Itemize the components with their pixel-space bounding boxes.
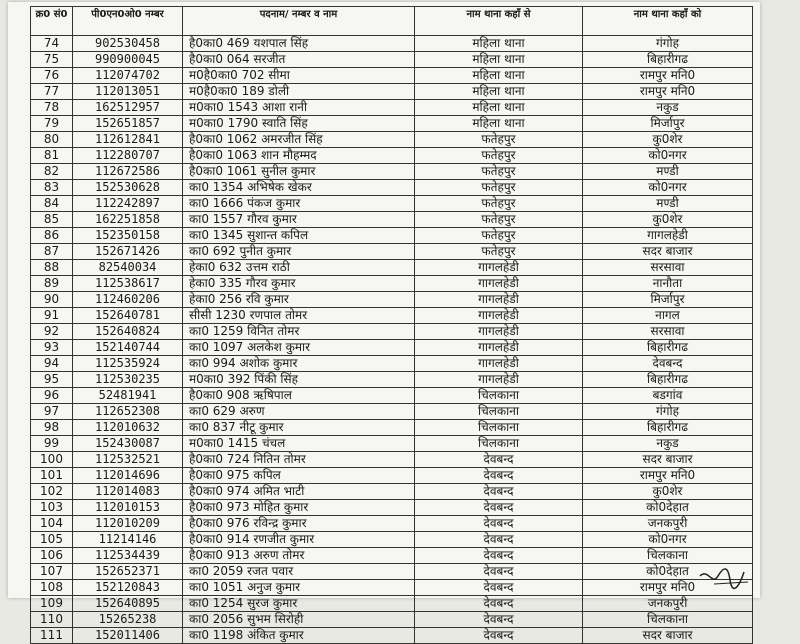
table-row [31,516,753,532]
cell-to-station: बिहारीगढ [583,372,753,388]
cell-sno: 84 [31,196,73,212]
cell-pno: 162512957 [73,100,183,116]
cell-name: का0 1198 अंकित कुमार [183,628,415,644]
cell-sno: 104 [31,516,73,532]
cell-name: म0का0 1543 आशा रानी [183,100,415,116]
table-row [31,628,753,644]
cell-to-station: मिर्जापुर [583,116,753,132]
cell-pno: 112652308 [73,404,183,420]
cell-to-station: जनकपुरी [583,596,753,612]
cell-to-station: नानौता [583,276,753,292]
cell-name: का0 629 अरुण [183,404,415,420]
cell-from-station: देवबन्द [415,612,583,628]
table-row [31,596,753,612]
cell-from-station: गागलहेडी [415,292,583,308]
table-row [31,132,753,148]
cell-name: हेका0 632 उत्तम राठी [183,260,415,276]
table-body [31,36,753,644]
cell-name: है0का0 973 मोहित कुमार [183,500,415,516]
cell-pno: 112612841 [73,132,183,148]
table-row [31,260,753,276]
cell-from-station: गागलहेडी [415,276,583,292]
cell-to-station: सरसावा [583,260,753,276]
cell-sno: 88 [31,260,73,276]
cell-sno: 89 [31,276,73,292]
table-row [31,308,753,324]
cell-to-station: को0नगर [583,532,753,548]
table-row [31,36,753,52]
cell-to-station: रामपुर मनि0 [583,68,753,84]
cell-to-station: सरसावा [583,324,753,340]
cell-pno: 112010153 [73,500,183,516]
cell-from-station: महिला थाना [415,68,583,84]
cell-from-station: गागलहेडी [415,372,583,388]
cell-to-station: देवबन्द [583,356,753,372]
cell-sno: 108 [31,580,73,596]
table-row [31,612,753,628]
cell-from-station: महिला थाना [415,84,583,100]
cell-name: है0का0 469 यशपाल सिंह [183,36,415,52]
table-row [31,100,753,116]
cell-pno: 152640781 [73,308,183,324]
cell-to-station: मण्डी [583,164,753,180]
cell-name: म0का0 392 पिंकी सिंह [183,372,415,388]
cell-name: म0है0का0 702 सीमा [183,68,415,84]
table-row [31,148,753,164]
cell-to-station: चिलकाना [583,548,753,564]
cell-name: म0का0 1415 चंचल [183,436,415,452]
cell-to-station: बडगांव [583,388,753,404]
cell-name: का0 1354 अभिषेक खेकर [183,180,415,196]
table-row [31,276,753,292]
table-row [31,388,753,404]
cell-sno: 85 [31,212,73,228]
cell-sno: 79 [31,116,73,132]
cell-name: है0का0 976 रविन्द्र कुमार [183,516,415,532]
cell-to-station: कु0शेर [583,484,753,500]
cell-name: है0का0 1063 शान मौहम्मद [183,148,415,164]
cell-name: है0का0 913 अरुण तोमर [183,548,415,564]
cell-pno: 152640895 [73,596,183,612]
table-row [31,580,753,596]
cell-sno: 76 [31,68,73,84]
table-row [31,180,753,196]
table-row [31,420,753,436]
cell-to-station: गंगोह [583,404,753,420]
cell-from-station: फतेहपुर [415,148,583,164]
header-to: नाम थाना कहाँ को [583,7,753,36]
cell-sno: 82 [31,164,73,180]
cell-from-station: फतेहपुर [415,164,583,180]
cell-sno: 106 [31,548,73,564]
header-pno: पी0एन0ओ0 नम्बर [73,7,183,36]
cell-pno: 112013051 [73,84,183,100]
table-row [31,436,753,452]
cell-from-station: देवबन्द [415,468,583,484]
cell-from-station: गागलहेडी [415,340,583,356]
cell-sno: 90 [31,292,73,308]
cell-to-station: बिहारीगढ [583,420,753,436]
cell-to-station: चिलकाना [583,612,753,628]
cell-name: है0का0 1061 सुनील कुमार [183,164,415,180]
cell-pno: 112538617 [73,276,183,292]
cell-pno: 15265238 [73,612,183,628]
cell-from-station: फतेहपुर [415,132,583,148]
cell-sno: 80 [31,132,73,148]
cell-name: का0 994 अशोक कुमार [183,356,415,372]
header-sno: क्र0 सं0 [31,7,73,36]
cell-sno: 101 [31,468,73,484]
header-from: नाम थाना कहाँ से [415,7,583,36]
cell-sno: 98 [31,420,73,436]
cell-name: हेका0 256 रवि कुमार [183,292,415,308]
cell-pno: 112535924 [73,356,183,372]
cell-sno: 87 [31,244,73,260]
cell-from-station: देवबन्द [415,596,583,612]
table-row [31,532,753,548]
cell-name: का0 2056 सुभम सिरोही [183,612,415,628]
cell-from-station: गागलहेडी [415,308,583,324]
cell-name: है0का0 1062 अमरजीत सिंह [183,132,415,148]
cell-to-station: को0देहात [583,564,753,580]
cell-name: है0का0 724 नितिन तोमर [183,452,415,468]
table-row [31,164,753,180]
table-row [31,564,753,580]
cell-name: का0 1557 गौरव कुमार [183,212,415,228]
cell-sno: 74 [31,36,73,52]
cell-sno: 93 [31,340,73,356]
cell-pno: 112460206 [73,292,183,308]
cell-pno: 82540034 [73,260,183,276]
cell-sno: 105 [31,532,73,548]
cell-sno: 95 [31,372,73,388]
cell-to-station: नकुड [583,100,753,116]
cell-from-station: गागलहेडी [415,324,583,340]
table-row [31,84,753,100]
document-page [8,2,760,642]
table-row [31,52,753,68]
cell-from-station: देवबन्द [415,484,583,500]
cell-name: है0का0 064 सरजीत [183,52,415,68]
cell-from-station: देवबन्द [415,564,583,580]
table-row [31,468,753,484]
cell-sno: 83 [31,180,73,196]
table-row [31,404,753,420]
cell-to-station: गंगोह [583,36,753,52]
header-name: पदनाम/ नम्बर व नाम [183,7,415,36]
cell-pno: 112280707 [73,148,183,164]
cell-pno: 902530458 [73,36,183,52]
table-row [31,548,753,564]
cell-name: का0 1259 विनित तोमर [183,324,415,340]
cell-pno: 152350158 [73,228,183,244]
cell-name: का0 1254 सुरज कुमार [183,596,415,612]
cell-sno: 100 [31,452,73,468]
cell-sno: 78 [31,100,73,116]
cell-to-station: मिर्जापुर [583,292,753,308]
cell-to-station: कु0शेर [583,132,753,148]
cell-from-station: गागलहेडी [415,260,583,276]
cell-from-station: महिला थाना [415,100,583,116]
cell-from-station: फतेहपुर [415,196,583,212]
table-row [31,212,753,228]
cell-name: का0 1666 पंकज कुमार [183,196,415,212]
cell-from-station: देवबन्द [415,628,583,644]
cell-pno: 11214146 [73,532,183,548]
cell-name: है0का0 975 कपिल [183,468,415,484]
cell-sno: 99 [31,436,73,452]
table-header [31,7,753,36]
cell-sno: 111 [31,628,73,644]
cell-from-station: देवबन्द [415,516,583,532]
cell-to-station: रामपुर मनि0 [583,468,753,484]
cell-to-station: नागल [583,308,753,324]
cell-to-station: सदर बाजार [583,244,753,260]
cell-from-station: चिलकाना [415,436,583,452]
cell-name: है0का0 908 ऋषिपाल [183,388,415,404]
cell-from-station: चिलकाना [415,420,583,436]
cell-pno: 152652371 [73,564,183,580]
cell-to-station: रामपुर मनि0 [583,84,753,100]
cell-from-station: चिलकाना [415,388,583,404]
cell-sno: 77 [31,84,73,100]
cell-name: सीसी 1230 रणपाल तोमर [183,308,415,324]
transfer-table [30,6,753,644]
cell-name: है0का0 974 अमित भाटी [183,484,415,500]
cell-name: म0का0 1790 स्वाति सिंह [183,116,415,132]
cell-pno: 52481941 [73,388,183,404]
cell-from-station: फतेहपुर [415,228,583,244]
table-row [31,196,753,212]
cell-pno: 112532521 [73,452,183,468]
cell-pno: 152430087 [73,436,183,452]
cell-from-station: देवबन्द [415,452,583,468]
cell-name: है0का0 914 रणजीत कुमार [183,532,415,548]
table-row [31,452,753,468]
cell-name: म0है0का0 189 डोली [183,84,415,100]
cell-to-station: को0देहात [583,500,753,516]
cell-pno: 112534439 [73,548,183,564]
cell-pno: 152120843 [73,580,183,596]
cell-sno: 102 [31,484,73,500]
cell-from-station: महिला थाना [415,116,583,132]
cell-to-station: सदर बाजार [583,452,753,468]
cell-from-station: देवबन्द [415,532,583,548]
cell-sno: 110 [31,612,73,628]
cell-name: का0 1345 सुशान्त कपिल [183,228,415,244]
cell-pno: 112010632 [73,420,183,436]
cell-pno: 152671426 [73,244,183,260]
cell-from-station: फतेहपुर [415,180,583,196]
cell-sno: 75 [31,52,73,68]
cell-pno: 152651857 [73,116,183,132]
cell-to-station: को0नगर [583,180,753,196]
table-row [31,340,753,356]
table-row [31,500,753,516]
cell-sno: 107 [31,564,73,580]
signature-mark [694,562,754,592]
table-row [31,292,753,308]
cell-from-station: गागलहेडी [415,356,583,372]
cell-to-station: जनकपुरी [583,516,753,532]
table-row [31,324,753,340]
cell-sno: 97 [31,404,73,420]
cell-sno: 94 [31,356,73,372]
cell-name: का0 2059 रजत पवार [183,564,415,580]
cell-to-station: को0नगर [583,148,753,164]
cell-from-station: देवबन्द [415,580,583,596]
cell-from-station: चिलकाना [415,404,583,420]
cell-pno: 112010209 [73,516,183,532]
table-row [31,244,753,260]
cell-to-station: कु0शेर [583,212,753,228]
cell-to-station: बिहारीगढ [583,340,753,356]
cell-sno: 81 [31,148,73,164]
cell-pno: 152011406 [73,628,183,644]
cell-from-station: देवबन्द [415,548,583,564]
cell-from-station: देवबन्द [415,500,583,516]
cell-pno: 112530235 [73,372,183,388]
cell-pno: 112014696 [73,468,183,484]
cell-pno: 112672586 [73,164,183,180]
cell-name: का0 1097 अलकेश कुमार [183,340,415,356]
table-row [31,68,753,84]
table-row [31,116,753,132]
cell-name: हेका0 335 गौरव कुमार [183,276,415,292]
cell-sno: 96 [31,388,73,404]
table-row [31,484,753,500]
cell-sno: 109 [31,596,73,612]
cell-pno: 162251858 [73,212,183,228]
cell-pno: 152640824 [73,324,183,340]
cell-to-station: मण्डी [583,196,753,212]
table-row [31,356,753,372]
cell-from-station: महिला थाना [415,52,583,68]
cell-to-station: सदर बाजार [583,628,753,644]
cell-sno: 92 [31,324,73,340]
cell-from-station: महिला थाना [415,36,583,52]
cell-from-station: फतेहपुर [415,212,583,228]
cell-name: का0 837 नीटू कुमार [183,420,415,436]
cell-sno: 86 [31,228,73,244]
cell-to-station: गागलहेडी [583,228,753,244]
cell-name: का0 692 पुनीत कुमार [183,244,415,260]
cell-to-station: नकुड [583,436,753,452]
cell-pno: 152140744 [73,340,183,356]
cell-pno: 112014083 [73,484,183,500]
cell-sno: 91 [31,308,73,324]
cell-pno: 112074702 [73,68,183,84]
cell-pno: 152530628 [73,180,183,196]
cell-sno: 103 [31,500,73,516]
cell-to-station: रामपुर मनि0 [583,580,753,596]
cell-pno: 990900045 [73,52,183,68]
table-row [31,372,753,388]
cell-from-station: फतेहपुर [415,244,583,260]
cell-name: का0 1051 अनुज कुमार [183,580,415,596]
table-row [31,228,753,244]
cell-pno: 112242897 [73,196,183,212]
cell-to-station: बिहारीगढ [583,52,753,68]
